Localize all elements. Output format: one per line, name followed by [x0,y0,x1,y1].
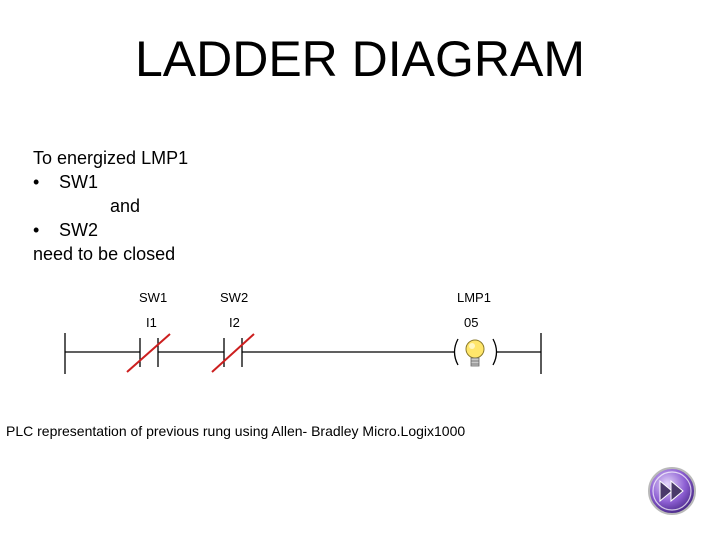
output-lmp1-name: LMP1 [457,290,491,305]
closing-text: need to be closed [33,244,176,264]
intro-text: To energized LMP1 [33,148,189,168]
contact-sw2-name: SW2 [220,290,249,305]
contact-sw1-name: SW1 [139,290,168,305]
connector-text: and [110,196,141,216]
bullet-item-label: SW2 [59,220,99,240]
bullet-item-label: SW1 [59,172,99,192]
fast-forward-icon [647,466,697,516]
output-lmp1-address: 05 [464,315,479,330]
light-bulb-icon [466,340,484,366]
next-slide-button[interactable] [647,466,697,516]
slide-caption: PLC representation of previous rung using Allen- Bradley Micro.Logix1000 [6,423,466,439]
contact-sw2-address: I2 [229,315,240,330]
slide-title: LADDER DIAGRAM [134,31,586,87]
contact-sw2-closed-slash [212,334,254,372]
contact-sw1-closed-slash [127,334,170,372]
bullet-icon: • [33,172,40,192]
contact-sw1-address: I1 [146,315,157,330]
bullet-icon: • [33,220,40,240]
